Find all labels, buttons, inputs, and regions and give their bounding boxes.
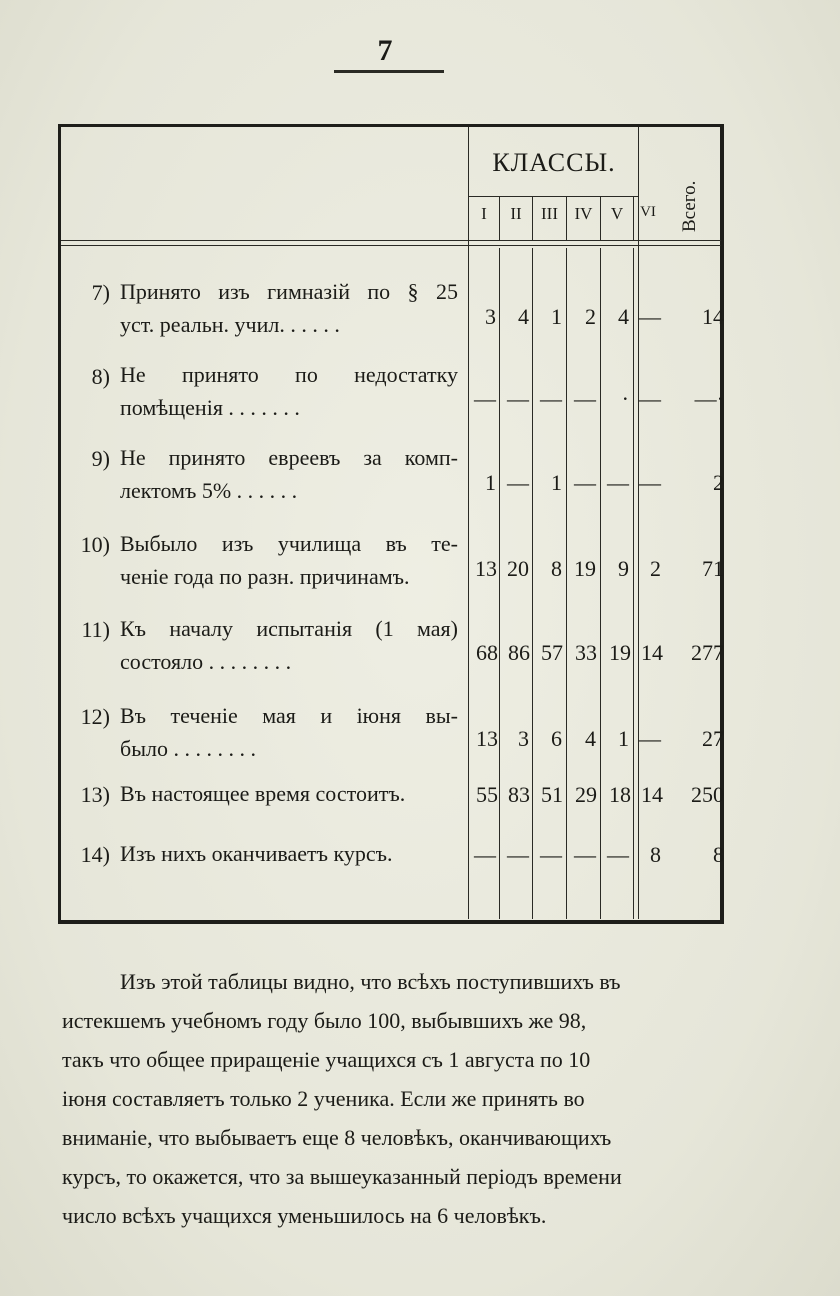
row-label bbox=[120, 612, 458, 678]
table-cell: 4 bbox=[618, 304, 629, 329]
table-cell: 86 bbox=[508, 640, 530, 665]
row-label-word: мая bbox=[262, 703, 296, 728]
table-cell: 19 bbox=[609, 640, 631, 665]
header-double-rule-top bbox=[61, 240, 721, 241]
table-cell: 18 bbox=[609, 782, 631, 807]
row-label bbox=[120, 777, 458, 810]
table-cell: 3 bbox=[518, 726, 529, 751]
table-cell: 1 bbox=[551, 470, 562, 495]
table-cell: — bbox=[540, 842, 562, 867]
table-cell: 68 bbox=[476, 640, 498, 665]
page-number: 7 bbox=[377, 34, 393, 67]
row-number: 12) bbox=[80, 704, 110, 729]
paragraph-line: истекшемъ учебномъ году было 100, выбывшихъ же 98, bbox=[62, 1008, 587, 1033]
row-number: 13) bbox=[80, 782, 110, 807]
paragraph-line: число всѣхъ учащихся уменьшилось на 6 человѣкъ. bbox=[62, 1203, 547, 1228]
row-label-line: уст. реальн. учил. . . . . . bbox=[120, 312, 340, 337]
row-label-line: помѣщенія . . . . . . . bbox=[120, 395, 300, 420]
row-label-word: въ bbox=[385, 531, 407, 556]
table-cell: 1 bbox=[551, 304, 562, 329]
row-total-cell: —· bbox=[694, 386, 724, 411]
row-label-word: и bbox=[320, 703, 333, 728]
table-cell: — bbox=[639, 470, 661, 495]
table-cell: 4 bbox=[518, 304, 529, 329]
row-label-word: § bbox=[407, 279, 419, 304]
row-label-word: теченіе bbox=[170, 703, 238, 728]
table-cell: — bbox=[639, 386, 661, 411]
row-label-word: Въ bbox=[120, 703, 147, 728]
row-label-word: 25 bbox=[435, 279, 458, 304]
row-label bbox=[120, 275, 458, 341]
row-label-word: Принято bbox=[120, 279, 201, 304]
row-label-word: принято bbox=[181, 362, 259, 387]
table-cell: 9 bbox=[618, 556, 629, 581]
row-label-word: училища bbox=[277, 531, 362, 556]
row-label-word: по bbox=[367, 279, 391, 304]
row-number: 7) bbox=[91, 280, 110, 305]
row-label-word: за bbox=[363, 445, 382, 470]
row-label bbox=[120, 358, 458, 424]
row-number: 14) bbox=[80, 842, 110, 867]
table-cell: — bbox=[474, 842, 496, 867]
table-cell: — bbox=[507, 386, 529, 411]
row-label-word: (1 bbox=[375, 616, 394, 641]
table-cell: 51 bbox=[541, 782, 563, 807]
row-label-word: испытанія bbox=[256, 616, 353, 641]
table-cell: 14 bbox=[641, 782, 663, 807]
table-cell: — bbox=[607, 842, 629, 867]
table-cell: — bbox=[474, 386, 496, 411]
row-total-cell: 277 bbox=[691, 640, 724, 665]
paragraph-line: вниманіе, что выбываетъ еще 8 человѣкъ, оканчивающихъ bbox=[62, 1125, 612, 1150]
table-cell: 14 bbox=[641, 640, 663, 665]
row-label bbox=[120, 527, 458, 593]
class-divider-body-3 bbox=[566, 248, 567, 919]
row-label-word: изъ bbox=[218, 279, 250, 304]
table-cell: — bbox=[639, 304, 661, 329]
table-cell: — bbox=[639, 726, 661, 751]
table-cell: 1 bbox=[485, 470, 496, 495]
row-label bbox=[120, 837, 458, 870]
table-cell: 20 bbox=[507, 556, 529, 581]
row-total-cell: 2 bbox=[713, 470, 724, 495]
row-label-word: по bbox=[295, 362, 318, 387]
table-cell: 19 bbox=[574, 556, 596, 581]
total-column-header: Всего. bbox=[679, 180, 700, 232]
table-cell: 13 bbox=[476, 726, 498, 751]
table-cell: — bbox=[574, 842, 596, 867]
table-cell: 2 bbox=[650, 556, 661, 581]
row-label-word: евреевъ bbox=[268, 445, 341, 470]
table-cell: 6 bbox=[551, 726, 562, 751]
table-cell: 8 bbox=[650, 842, 661, 867]
row-label-word: Выбыло bbox=[120, 531, 198, 556]
row-label-word: Не bbox=[120, 445, 146, 470]
table-cell: — bbox=[574, 386, 596, 411]
body-paragraph bbox=[62, 962, 736, 1235]
row-label-line: ченіе года по разн. причинамъ. bbox=[120, 564, 410, 589]
row-total-cell: 27 bbox=[702, 726, 724, 751]
page-number-rule bbox=[334, 70, 444, 73]
table-cell: 1 bbox=[618, 726, 629, 751]
table-cell: 55 bbox=[476, 782, 498, 807]
class-divider-body-5 bbox=[633, 248, 634, 919]
row-label-word: комп- bbox=[404, 445, 458, 470]
class-header-2: II bbox=[510, 204, 522, 223]
row-total-cell: 250 bbox=[691, 782, 724, 807]
table-cell: — bbox=[540, 386, 562, 411]
row-label-line: было . . . . . . . . bbox=[120, 736, 256, 761]
paragraph-line: іюня составляетъ только 2 ученика. Если же принять во bbox=[62, 1086, 585, 1111]
table-cell: 4 bbox=[585, 726, 596, 751]
row-number: 9) bbox=[91, 446, 110, 471]
table-cell: 33 bbox=[575, 640, 597, 665]
table-cell: · bbox=[621, 386, 629, 411]
row-label-line: лектомъ 5% . . . . . . bbox=[120, 478, 298, 503]
row-total-cell: 14 bbox=[702, 304, 724, 329]
table-cell: 2 bbox=[585, 304, 596, 329]
class-header-6: VI bbox=[640, 204, 656, 220]
row-label-word: недостатку bbox=[354, 362, 458, 387]
table-cell: 8 bbox=[551, 556, 562, 581]
table-cell: 3 bbox=[485, 304, 496, 329]
class-divider-body-2 bbox=[532, 248, 533, 919]
row-label-word: те- bbox=[431, 531, 458, 556]
class-header-rule bbox=[468, 196, 638, 197]
header-double-rule-bottom bbox=[61, 245, 721, 246]
paragraph-line: такъ что общее приращеніе учащихся съ 1 августа по 10 bbox=[62, 1047, 591, 1072]
classes-group-header: КЛАССЫ. bbox=[492, 148, 616, 177]
row-label-line: Въ настоящее время состоитъ. bbox=[120, 781, 406, 806]
table-cell: — bbox=[574, 470, 596, 495]
row-number: 11) bbox=[81, 617, 110, 642]
row-label-word: началу bbox=[169, 616, 234, 641]
row-label-line: состояло . . . . . . . . bbox=[120, 649, 292, 674]
table-cell: 29 bbox=[575, 782, 597, 807]
row-label-word: вы- bbox=[425, 703, 458, 728]
row-total-cell: 8 bbox=[713, 842, 724, 867]
table-cell: 13 bbox=[475, 556, 497, 581]
row-label-word: изъ bbox=[221, 531, 254, 556]
row-label-word: Къ bbox=[120, 616, 147, 641]
table-cell: 83 bbox=[508, 782, 530, 807]
class-divider-body-1 bbox=[499, 248, 500, 919]
paragraph-line: Изъ этой таблицы видно, что всѣхъ поступившихъ въ bbox=[120, 969, 621, 994]
paragraph-line: курсъ, то окажется, что за вышеуказанный періодъ времени bbox=[62, 1164, 622, 1189]
row-label-line: Изъ нихъ оканчиваетъ курсъ. bbox=[120, 841, 393, 866]
row-number: 8) bbox=[91, 364, 110, 389]
row-label bbox=[120, 699, 458, 765]
class-header-4: IV bbox=[574, 204, 593, 223]
row-label-word: гимназій bbox=[267, 279, 350, 304]
class-header-1: I bbox=[481, 204, 487, 223]
row-label-word: мая) bbox=[417, 616, 458, 641]
row-total-cell: 71 bbox=[702, 556, 724, 581]
table-cell: 57 bbox=[541, 640, 563, 665]
row-label bbox=[120, 441, 458, 507]
class-header-5: V bbox=[610, 204, 624, 223]
row-number: 10) bbox=[80, 532, 110, 557]
class-header-3: III bbox=[541, 204, 558, 223]
row-label-word: принято bbox=[168, 445, 246, 470]
table-cell: — bbox=[507, 842, 529, 867]
row-label-word: іюня bbox=[356, 703, 402, 728]
table-cell: — bbox=[507, 470, 529, 495]
table-cell: — bbox=[607, 470, 629, 495]
row-label-word: Не bbox=[120, 362, 146, 387]
class-divider-body-4 bbox=[600, 248, 601, 919]
